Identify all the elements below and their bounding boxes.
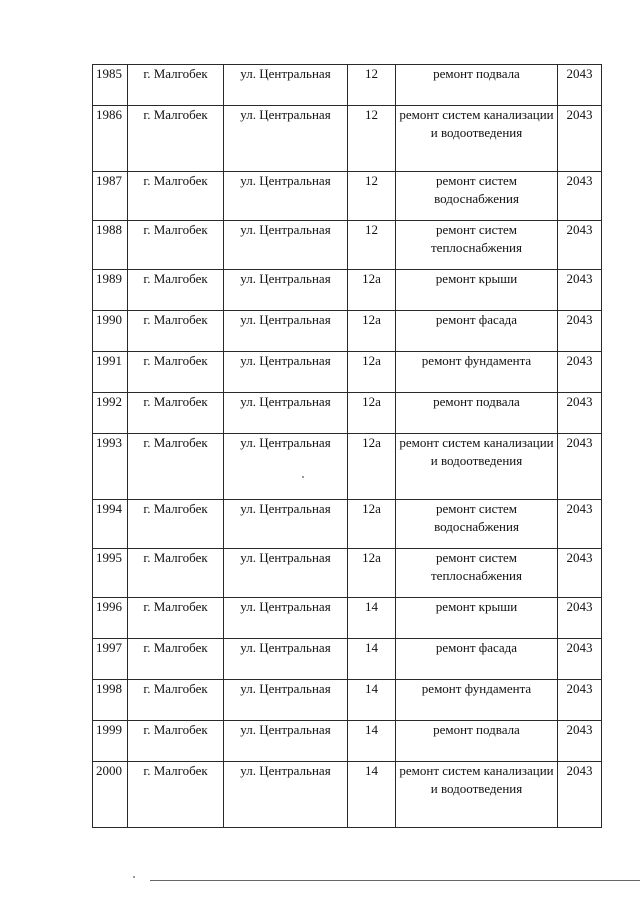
city-cell: г. Малгобек (128, 352, 224, 393)
planned-year-cell: 2043 (558, 352, 602, 393)
table-body (93, 65, 602, 828)
city-cell: г. Малгобек (128, 549, 224, 598)
city-cell: г. Малгобек (128, 680, 224, 721)
house-number-cell: 14 (348, 680, 396, 721)
table-row (93, 352, 602, 393)
house-number-cell: 12 (348, 172, 396, 221)
house-number-cell: 12 (348, 106, 396, 172)
table-row (93, 434, 602, 500)
repair-type-cell: ремонт фундамента (396, 352, 558, 393)
city-cell: г. Малгобек (128, 311, 224, 352)
row-number: 1985 (93, 65, 128, 106)
scan-speck (133, 876, 135, 878)
planned-year-cell: 2043 (558, 434, 602, 500)
row-number: 1997 (93, 639, 128, 680)
table-row (93, 106, 602, 172)
planned-year-cell: 2043 (558, 549, 602, 598)
city-cell: г. Малгобек (128, 172, 224, 221)
table-row (93, 721, 602, 762)
table-row (93, 680, 602, 721)
row-number: 1990 (93, 311, 128, 352)
table-row (93, 639, 602, 680)
row-number: 1994 (93, 500, 128, 549)
row-number: 1993 (93, 434, 128, 500)
house-number-cell: 14 (348, 762, 396, 828)
planned-year-cell: 2043 (558, 221, 602, 270)
repair-type-cell: ремонт систем водоснабжения (396, 172, 558, 221)
row-number: 1999 (93, 721, 128, 762)
planned-year-cell: 2043 (558, 598, 602, 639)
house-number-cell: 12а (348, 352, 396, 393)
repair-type-cell: ремонт фасада (396, 311, 558, 352)
repair-type-cell: ремонт систем канализации и водоотведения (396, 434, 558, 500)
planned-year-cell: 2043 (558, 500, 602, 549)
repair-type-cell: ремонт систем канализации и водоотведения (396, 762, 558, 828)
row-number: 1995 (93, 549, 128, 598)
repair-type-cell: ремонт фасада (396, 639, 558, 680)
house-number-cell: 12а (348, 270, 396, 311)
house-number-cell: 12а (348, 500, 396, 549)
repair-type-cell: ремонт подвала (396, 721, 558, 762)
city-cell: г. Малгобек (128, 500, 224, 549)
planned-year-cell: 2043 (558, 680, 602, 721)
row-number: 1998 (93, 680, 128, 721)
city-cell: г. Малгобек (128, 639, 224, 680)
table-row (93, 393, 602, 434)
row-number: 1989 (93, 270, 128, 311)
repair-type-cell: ремонт фундамента (396, 680, 558, 721)
house-number-cell: 12а (348, 549, 396, 598)
street-cell: ул. Центральная (224, 680, 348, 721)
planned-year-cell: 2043 (558, 721, 602, 762)
street-cell: ул. Центральная (224, 270, 348, 311)
row-number: 1991 (93, 352, 128, 393)
repair-type-cell: ремонт систем теплоснабжения (396, 221, 558, 270)
table-row (93, 172, 602, 221)
table-row (93, 270, 602, 311)
street-cell: ул. Центральная (224, 172, 348, 221)
planned-year-cell: 2043 (558, 311, 602, 352)
row-number: 1988 (93, 221, 128, 270)
house-number-cell: 14 (348, 639, 396, 680)
city-cell: г. Малгобек (128, 393, 224, 434)
house-number-cell: 12а (348, 434, 396, 500)
planned-year-cell: 2043 (558, 65, 602, 106)
row-number: 1987 (93, 172, 128, 221)
house-number-cell: 14 (348, 721, 396, 762)
street-cell: ул. Центральная (224, 221, 348, 270)
table-row (93, 65, 602, 106)
city-cell: г. Малгобек (128, 65, 224, 106)
table-row (93, 500, 602, 549)
street-cell: ул. Центральная (224, 434, 348, 500)
street-cell: ул. Центральная (224, 500, 348, 549)
repair-type-cell: ремонт крыши (396, 270, 558, 311)
street-cell: ул. Центральная (224, 598, 348, 639)
repair-type-cell: ремонт крыши (396, 598, 558, 639)
planned-year-cell: 2043 (558, 762, 602, 828)
house-number-cell: 12а (348, 393, 396, 434)
repair-type-cell: ремонт систем водоснабжения (396, 500, 558, 549)
repair-schedule-table (92, 64, 602, 828)
table-row (93, 762, 602, 828)
street-cell: ул. Центральная (224, 549, 348, 598)
row-number: 1996 (93, 598, 128, 639)
table-row (93, 598, 602, 639)
planned-year-cell: 2043 (558, 393, 602, 434)
house-number-cell: 12 (348, 65, 396, 106)
street-cell: ул. Центральная (224, 639, 348, 680)
table-row (93, 221, 602, 270)
repair-type-cell: ремонт систем канализации и водоотведения (396, 106, 558, 172)
street-cell: ул. Центральная (224, 721, 348, 762)
city-cell: г. Малгобек (128, 106, 224, 172)
city-cell: г. Малгобек (128, 434, 224, 500)
street-cell: ул. Центральная (224, 393, 348, 434)
planned-year-cell: 2043 (558, 172, 602, 221)
table-row (93, 311, 602, 352)
repair-type-cell: ремонт подвала (396, 393, 558, 434)
table-row (93, 549, 602, 598)
street-cell: ул. Центральная (224, 106, 348, 172)
street-cell: ул. Центральная (224, 65, 348, 106)
repair-type-cell: ремонт подвала (396, 65, 558, 106)
planned-year-cell: 2043 (558, 639, 602, 680)
row-number: 1992 (93, 393, 128, 434)
scan-edge-line (150, 880, 640, 881)
house-number-cell: 12 (348, 221, 396, 270)
house-number-cell: 12а (348, 311, 396, 352)
planned-year-cell: 2043 (558, 106, 602, 172)
street-cell: ул. Центральная (224, 352, 348, 393)
street-cell: ул. Центральная (224, 311, 348, 352)
repair-type-cell: ремонт систем теплоснабжения (396, 549, 558, 598)
city-cell: г. Малгобек (128, 221, 224, 270)
city-cell: г. Малгобек (128, 721, 224, 762)
scan-speck (302, 476, 304, 478)
city-cell: г. Малгобек (128, 270, 224, 311)
city-cell: г. Малгобек (128, 598, 224, 639)
city-cell: г. Малгобек (128, 762, 224, 828)
street-cell: ул. Центральная (224, 762, 348, 828)
planned-year-cell: 2043 (558, 270, 602, 311)
row-number: 1986 (93, 106, 128, 172)
house-number-cell: 14 (348, 598, 396, 639)
row-number: 2000 (93, 762, 128, 828)
